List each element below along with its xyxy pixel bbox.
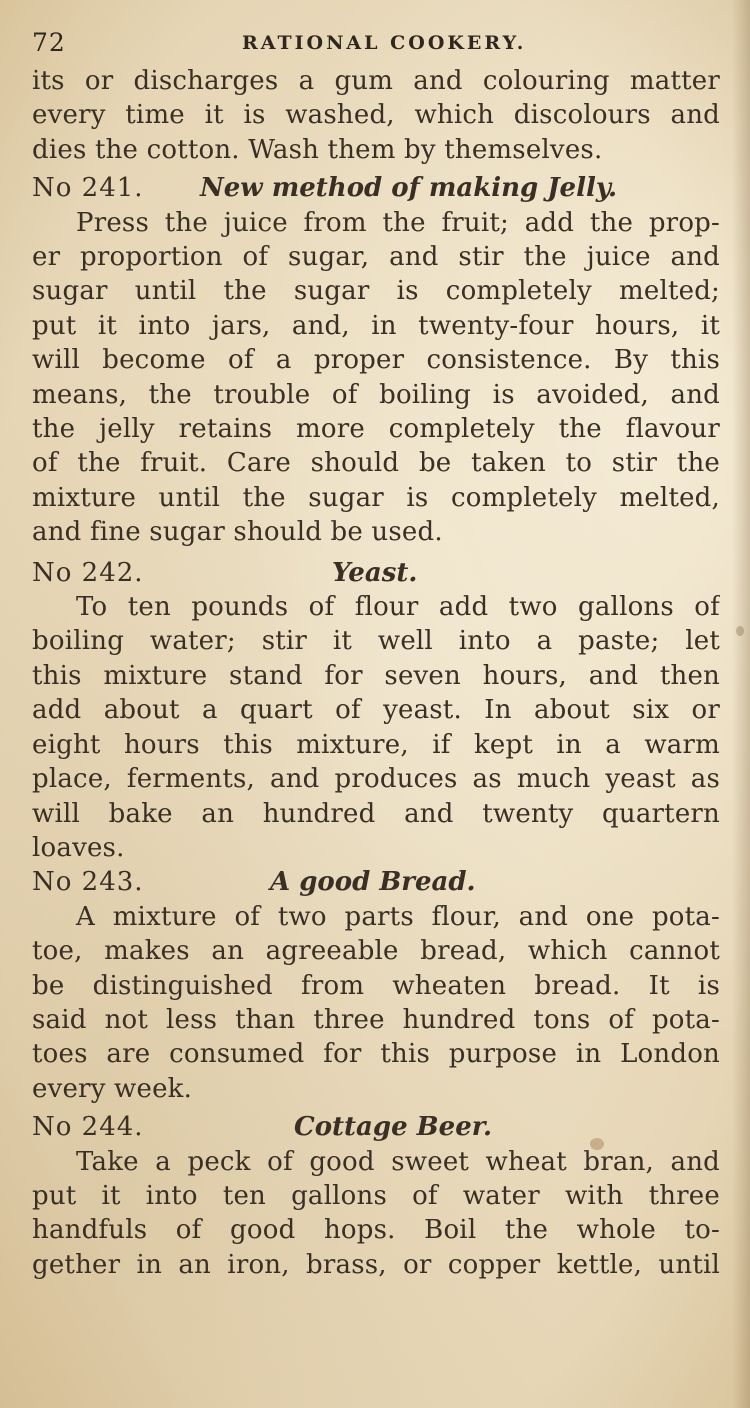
text-line: and fine sugar should be used. — [32, 517, 443, 548]
text-line: boiling water; stir it well into a paste; let — [32, 626, 720, 657]
recipe-number: No 243. — [32, 867, 144, 898]
text-line: means, the trouble of boiling is avoided, and — [32, 379, 720, 410]
text-line: loaves. — [32, 832, 125, 863]
text-line: every time it is washed, which discolours and — [32, 100, 720, 131]
text-line: will become of a proper consistence. By this — [32, 345, 720, 376]
recipe-body — [32, 900, 720, 1106]
text-line: eight hours this mixture, if kept in a warm — [32, 729, 720, 760]
text-line: Press the juice from the fruit; add the prop- — [76, 207, 720, 238]
text-line: A mixture of two parts flour, and one pota- — [76, 901, 720, 932]
text-block — [32, 64, 720, 1282]
recipe-title: Cottage Beer. — [294, 1112, 493, 1143]
recipe-heading — [32, 865, 720, 899]
recipe-number: No 244. — [32, 1112, 144, 1143]
intro-paragraph — [32, 64, 720, 167]
recipe-number: No 242. — [32, 557, 144, 588]
recipe-body — [32, 590, 720, 865]
ink-stain — [736, 626, 744, 636]
text-line: will bake an hundred and twenty quartern — [32, 798, 720, 829]
page-number: 72 — [32, 28, 66, 57]
running-head — [32, 28, 722, 60]
text-line: er proportion of sugar, and stir the juice and — [32, 242, 720, 273]
text-line: put it into ten gallons of water with three — [32, 1180, 720, 1211]
recipe-heading — [32, 1110, 720, 1144]
page-edge-shadow — [732, 0, 750, 1408]
text-line: said not less than three hundred tons of pota- — [32, 1004, 720, 1035]
text-line: To ten pounds of flour add two gallons of — [76, 592, 720, 623]
text-line: toe, makes an agreeable bread, which cannot — [32, 936, 720, 967]
recipe-heading — [32, 171, 720, 205]
text-line: every week. — [32, 1073, 193, 1104]
text-line: be distinguished from wheaten bread. It is — [32, 970, 720, 1001]
recipe-body — [32, 1145, 720, 1283]
running-title: RATIONAL COOKERY. — [242, 32, 527, 54]
text-line: toes are consumed for this purpose in London — [32, 1039, 720, 1070]
text-line: Take a peck of good sweet wheat bran, and — [76, 1146, 720, 1177]
recipe-body — [32, 206, 720, 550]
text-line: of the fruit. Care should be taken to stir the — [32, 448, 720, 479]
text-line: add about a quart of yeast. In about six or — [32, 695, 720, 726]
text-line: mixture until the sugar is completely melted, — [32, 482, 720, 513]
text-line: dies the cotton. Wash them by themselves. — [32, 134, 603, 165]
text-line: place, ferments, and produces as much yeast as — [32, 764, 720, 795]
text-line: gether in an iron, brass, or copper kettle, until — [32, 1249, 720, 1280]
text-line: handfuls of good hops. Boil the whole to- — [32, 1215, 720, 1246]
recipe-number: No 241. — [32, 173, 144, 204]
ink-stain — [590, 1138, 604, 1150]
text-line: sugar until the sugar is completely melted; — [32, 276, 720, 307]
recipe-title: A good Bread. — [270, 867, 476, 898]
text-line: the jelly retains more completely the flavour — [32, 414, 720, 445]
recipe-heading — [32, 556, 720, 590]
recipe-title: Yeast. — [332, 557, 418, 588]
text-line: this mixture stand for seven hours, and then — [32, 660, 720, 691]
text-line: put it into jars, and, in twenty-four hours, it — [32, 310, 720, 341]
text-line: its or discharges a gum and colouring matter — [32, 66, 720, 96]
recipe-title: New method of making Jelly. — [200, 173, 618, 204]
